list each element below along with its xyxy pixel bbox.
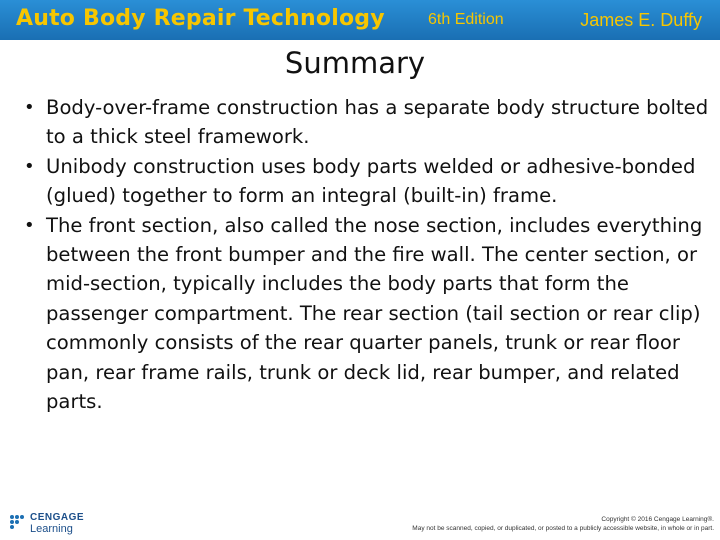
bullet-item	[22, 93, 712, 152]
bullet-text: The front section, also called the nose section, includes everything between the front bumper and the fire wall. The center section, or mid-section, typically includes the body parts that form the passenger compartment. The rear section (tail section or rear clip) commonly consists of the rear quarter panels, trunk or rear floor pan, rear frame rails, trunk or deck lid, rear bumper, and related parts.	[46, 213, 703, 414]
header-banner	[0, 0, 720, 40]
book-title: Auto Body Repair Technology	[16, 6, 385, 31]
bullet-list	[22, 93, 712, 416]
logo-wordmark: CENGAGE	[30, 512, 85, 523]
bullet-dot-icon: •	[24, 97, 35, 118]
bullet-dot-icon: •	[24, 155, 35, 177]
logo-subword: Learning	[30, 523, 73, 535]
slide-title: Summary	[284, 46, 426, 80]
bullet-dot-icon: •	[24, 214, 35, 236]
bullet-item	[22, 152, 712, 211]
cengage-logo-icon	[8, 513, 26, 531]
cengage-logo	[8, 511, 108, 537]
copyright-line: May not be scanned, copied, or duplicated, or posted to a publicly accessible website, in whole or in part.	[412, 525, 714, 532]
author-name: James E. Duffy	[580, 10, 702, 30]
bullet-text: Unibody construction uses body parts welded or adhesive-bonded (glued) together to form an integral (built-in) frame.	[46, 154, 696, 208]
bullet-item	[22, 211, 712, 417]
edition-label: 6th Edition	[428, 11, 504, 28]
copyright-line: Copyright © 2016 Cengage Learning®.	[601, 516, 714, 523]
copyright-notice	[412, 515, 714, 533]
bullet-text: Body-over-frame construction has a separate body structure bolted to a thick steel framework.	[46, 96, 709, 149]
